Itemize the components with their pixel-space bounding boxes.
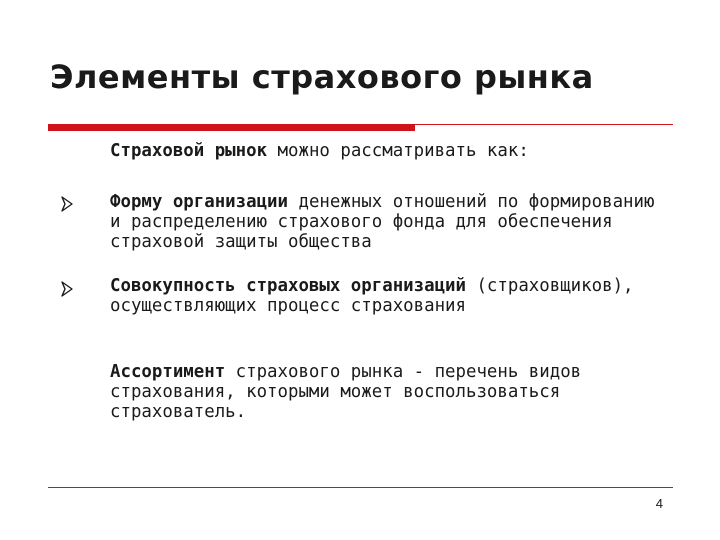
closing-text: страхового рынка - перечень видов страхования, которыми может воспользоваться страхователь. [110, 362, 582, 422]
title-underline-thin [415, 124, 673, 125]
slide-title: Элементы страхового рынка [50, 58, 594, 96]
bullet-text: (страховщиков), осуществляющих процесс страхования [110, 276, 634, 316]
bullet-item-organizations [110, 276, 670, 316]
page-number: 4 [655, 496, 663, 511]
intro-paragraph [110, 141, 670, 161]
closing-bold-term: Ассортимент [110, 362, 226, 382]
bullet-text: денежных отношений по формированию и распределению страхового фонда для обеспечения страховой защиты общества [110, 192, 655, 252]
bullet-item-form [110, 192, 670, 252]
title-underline-accent [48, 124, 415, 131]
closing-paragraph [110, 362, 670, 422]
intro-bold-term: Страховой рынок [110, 141, 268, 161]
footer-divider [48, 487, 673, 488]
bullet-bold-term: Совокупность страховых организаций [110, 276, 466, 296]
arrow-bullet-icon [60, 196, 74, 212]
arrow-bullet-icon [60, 281, 74, 297]
bullet-bold-term: Форму организации [110, 192, 288, 212]
intro-text: можно рассматривать как: [267, 141, 529, 161]
